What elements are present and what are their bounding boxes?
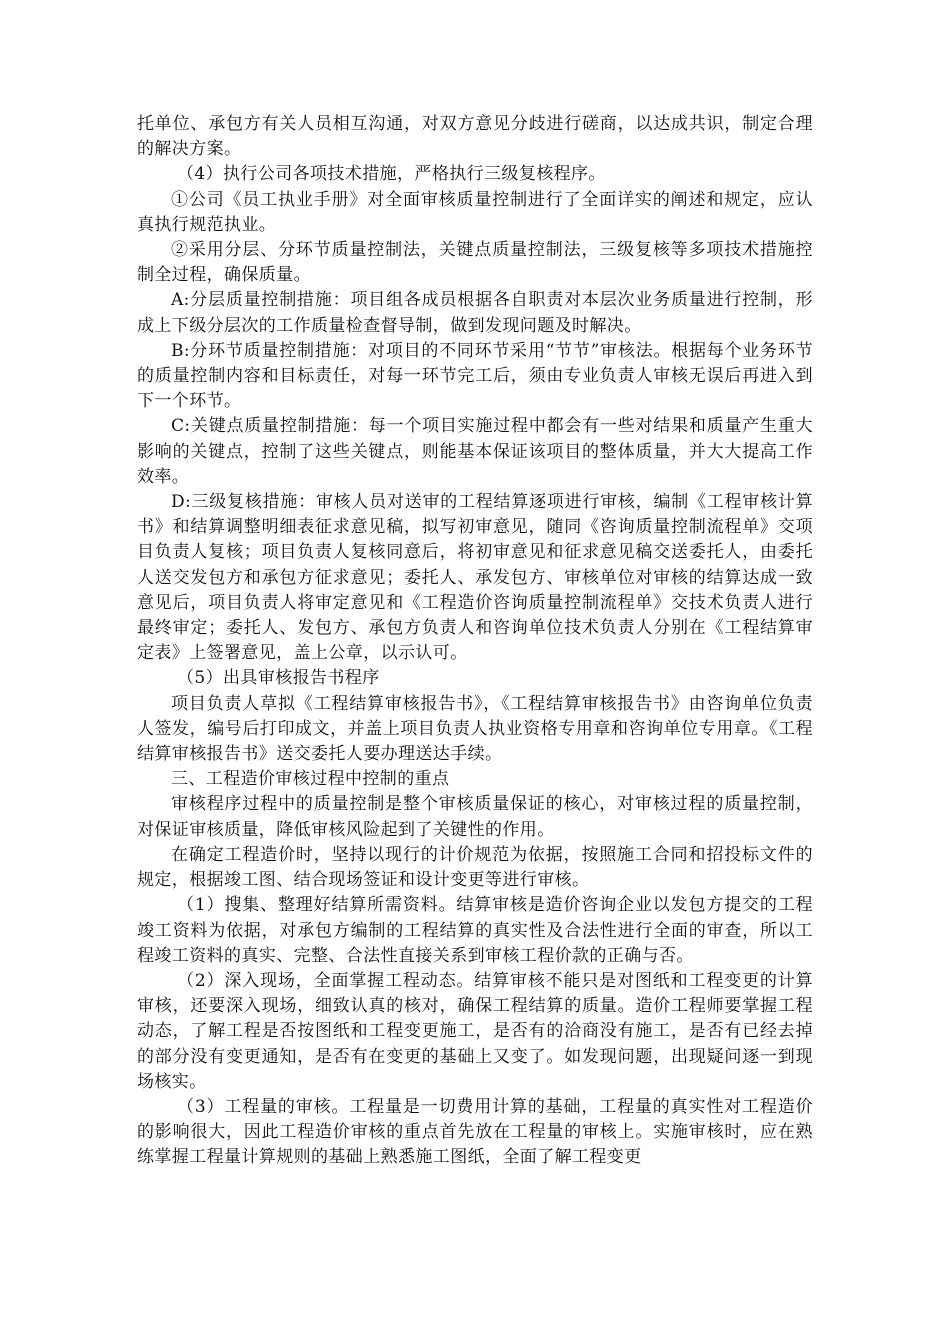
paragraph-point-2: （2）深入现场，全面掌握工程动态。结算审核不能只是对图纸和工程变更的计算审核，还要深入现场，细致认真的核对，确保工程结算的质量。造价工程师要掌握工程动态，了解工程是否按图纸和工程变更施工，是否有的洽商没有施工，是否有已经去掉的部分没有变更通知，是否有在变更的基础上又变了。如发现问题，出现疑问逐一到现场核实。 (137, 970, 813, 1092)
paragraph-step-5: （5）出具审核报告书程序 (177, 668, 380, 689)
paragraph-measure-a: A:分层质量控制措施：项目组各成员根据各自职责对本层次业务质量进行控制，形成上下级分层次的工作质量检查督导制，做到发现问题及时解决。 (137, 290, 813, 336)
paragraph-point-1: （1）搜集、整理好结算所需资料。结算审核是造价咨询企业以发包方提交的工程竣工资料为依据，对承包方编制的工程结算的真实性及合法性进行全面的审查，所以工程竣工资料的真实、完整、合法性直接关系到审核工程价款的正确与否。 (137, 895, 813, 966)
paragraph-measure-d: D:三级复核措施：审核人员对送审的工程结算逐项进行审核，编制《工程审核计算书》和结算调整明细表征求意见稿，拟写初审意见，随同《咨询质量控制流程单》交项目负责人复核；项目负责人复核同意后，将初审意见和征求意见稿交送委托人，由委托人送交发包方和承包方征求意见；委托人、承发包方、审核单位对审核的结算达成一致意见后，项目负责人将审定意见和《工程造价咨询质量控制流程单》交技术负责人进行最终审定；委托人、发包方、承包方负责人和咨询单位技术负责人分别在《工程结算审定表》上签署意见，盖上公章，以示认可。 (137, 492, 813, 664)
paragraph-point-3: （3）工程量的审核。工程量是一切费用计算的基础，工程量的真实性对工程造价的影响很大，因此工程造价审核的重点首先放在工程量的审核上。实施审核时，应在熟练掌握工程量计算规则的基础上熟悉施工图纸，全面了解工程变更 (137, 1096, 813, 1168)
paragraph-item-1: ①公司《员工执业手册》对全面审核质量控制进行了全面详实的阐述和规定，应认真执行规范执业。 (137, 189, 813, 235)
paragraph-core: 审核程序过程中的质量控制是整个审核质量保证的核心，对审核过程的质量控制，对保证审核质量，降低审核风险起到了关键性的作用。 (137, 794, 813, 840)
paragraph-continuation: 托单位、承包方有关人员相互沟通，对双方意见分歧进行磋商，以达成共识，制定合理的解决方案。 (137, 114, 813, 160)
paragraph-measure-b: B:分环节质量控制措施：对项目的不同环节采用“节节”审核法。根据每个业务环节的质量控制内容和目标责任，对每一环节完工后，须由专业负责人审核无误后再进入到下一个环节。 (137, 340, 813, 412)
paragraph-basis: 在确定工程造价时，坚持以现行的计价规范为依据，按照施工合同和招投标文件的规定，根据竣工图、结合现场签证和设计变更等进行审核。 (137, 844, 813, 891)
paragraph-measure-c: C:关键点质量控制措施：每一个项目实施过程中都会有一些对结果和质量产生重大影响的关键点，控制了这些关键点，则能基本保证该项目的整体质量，并大大提高工作效率。 (137, 416, 813, 487)
paragraph-report: 项目负责人草拟《工程结算审核报告书》，《工程结算审核报告书》由咨询单位负责人签发，编号后打印成文，并盖上项目负责人执业资格专用章和咨询单位专用章。《工程结算审核报告书》送交委托人要办理送达手续。 (137, 693, 813, 765)
paragraph-item-2: ②采用分层、分环节质量控制法，关键点质量控制法，三级复核等多项技术措施控制全过程，确保质量。 (137, 240, 813, 286)
document-body (137, 112, 813, 1171)
section-heading-3: 三、工程造价审核过程中控制的重点 (171, 769, 450, 790)
paragraph-step-4: （4）执行公司各项技术措施，严格执行三级复核程序。 (177, 164, 606, 185)
